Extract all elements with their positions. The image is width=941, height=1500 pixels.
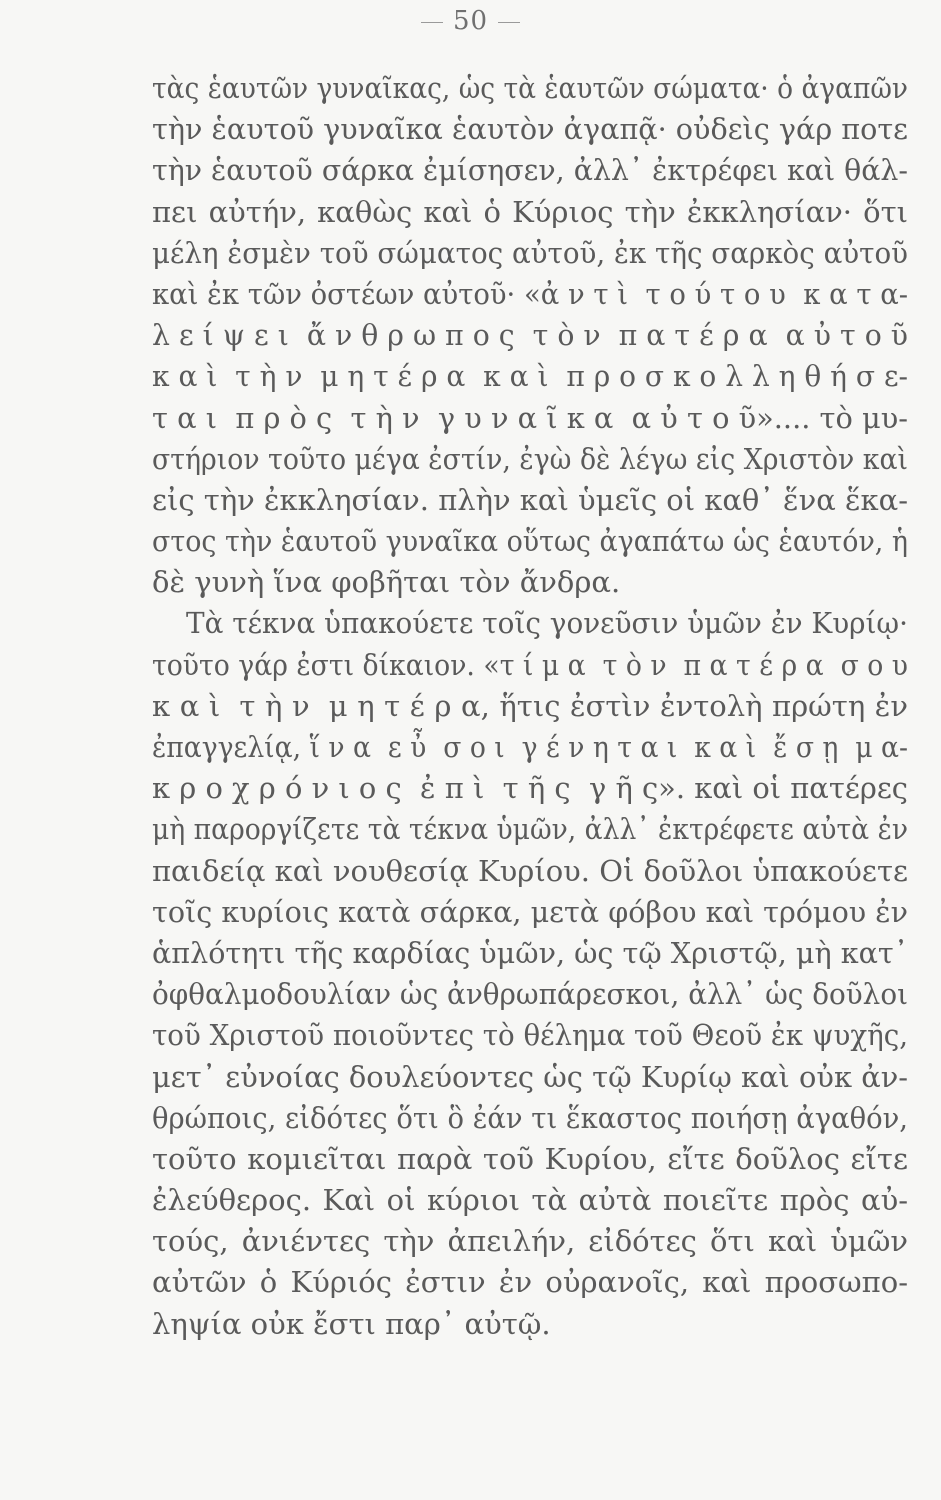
body-text [152,68,908,1345]
text-line [152,1057,908,1098]
text-line [152,562,908,603]
text-line [152,480,908,521]
text-line-content: τούς, ἀνιέντες τὴν ἀπειλήν, εἰδότες ὅτι καὶ ὑμῶν [152,1224,908,1259]
text-line-content: ἐλεύθερος. Καὶ οἱ κύριοι τὰ αὐτὰ ποιεῖτε πρὸς αὐ- [152,1183,908,1218]
text-line [152,398,908,439]
text-line-content: τὰς ἑαυτῶν γυναῖκας, ὡς τὰ ἑαυτῶν σώματα· ὁ ἀγαπῶν [152,71,908,105]
text-line [152,645,908,686]
text-line [152,727,908,768]
text-line [152,851,908,892]
text-line-content: Τὰ τέκνα ὑπακούετε τοῖς γονεῦσιν ὑμῶν ἐν Κυρίῳ· [186,606,908,641]
text-line-content: μέλη ἐσμὲν τοῦ σώματος αὐτοῦ, ἐκ τῆς σαρκὸς αὐτοῦ [152,235,908,270]
text-line [152,109,908,150]
text-line [152,68,908,109]
text-line [152,274,908,315]
text-line-content: κ α ὶ τ ὴ ν μ η τ έ ρ α κ α ὶ π ρ ο σ κ ο λ λ η θ ή σ ε- [152,359,908,394]
text-line [152,686,908,727]
page-number: 50 [452,6,489,36]
text-line-content: ὀφθαλμοδουλίαν ὡς ἀνθρωπάρεσκοι, ἀλλ᾽ ὡς δοῦλοι [152,977,908,1012]
text-line [152,150,908,191]
text-line-content: λ ε ί ψ ε ι ἄ ν θ ρ ω π ο ς τ ὸ ν π α τ έ ρ α α ὐ τ ο ῦ [152,318,908,353]
text-line [152,439,908,480]
text-line [152,315,908,356]
text-line-content: μετ᾽ εὐνοίας δουλεύοντες ὡς τῷ Κυρίῳ καὶ οὐκ ἀν- [152,1059,908,1094]
text-line [152,974,908,1015]
text-line-content: ληψία οὐκ ἔστι παρ᾽ αὐτῷ. [152,1306,551,1341]
text-line [152,1139,908,1180]
page-header [0,6,941,36]
text-line-content: δὲ γυνὴ ἵνα φοβῆται τὸν ἄνδρα. [152,565,621,600]
text-line [152,1221,908,1262]
text-line [152,1098,908,1139]
text-line-content: ἁπλότητι τῆς καρδίας ὑμῶν, ὡς τῷ Χριστῷ, μὴ κατ᾽ [152,935,908,970]
header-dash-left [421,22,443,23]
text-line-content: στήριον τοῦτο μέγα ἐστίν, ἐγὼ δὲ λέγω εἰς Χριστὸν καὶ [152,441,908,476]
text-line [152,1262,908,1303]
header-dash-right [498,22,520,23]
text-line-content: μὴ παροργίζετε τὰ τέκνα ὑμῶν, ἀλλ᾽ ἐκτρέφετε αὐτὰ ἐν [152,812,908,847]
text-line [152,1304,908,1345]
text-line [152,192,908,233]
text-line-content: πει αὐτήν, καθὼς καὶ ὁ Κύριος τὴν ἐκκλησίαν· ὅτι [152,194,908,229]
text-line [152,521,908,562]
text-line-content: τὴν ἑαυτοῦ γυναῖκα ἑαυτὸν ἀγαπᾷ· οὐδεὶς γάρ ποτε [152,112,908,147]
text-line-content: κ ρ ο χ ρ ό ν ι ο ς ἐ π ὶ τ ῆ ς γ ῆ ς». καὶ οἱ πατέρες [152,771,908,806]
text-line-content: κ α ὶ τ ὴ ν μ η τ έ ρ α, ἥτις ἐστὶν ἐντολὴ πρώτη ἐν [152,688,908,723]
text-line-content: τοῦ Χριστοῦ ποιοῦντες τὸ θέλημα τοῦ Θεοῦ ἐκ ψυχῆς, [152,1018,908,1053]
text-line [152,356,908,397]
text-line [152,1015,908,1056]
text-line-content: παιδείᾳ καὶ νουθεσίᾳ Κυρίου. Οἱ δοῦλοι ὑπακούετε [152,853,908,888]
text-line-content: καὶ ἐκ τῶν ὀστέων αὐτοῦ· «ἀ ν τ ὶ τ ο ύ τ ο υ κ α τ α- [152,276,908,311]
text-line [152,892,908,933]
text-line [152,1180,908,1221]
text-line-content: εἰς τὴν ἐκκλησίαν. πλὴν καὶ ὑμεῖς οἱ καθ᾽ ἕνα ἕκα- [152,482,908,517]
text-line-content: τοῖς κυρίοις κατὰ σάρκα, μετὰ φόβου καὶ τρόμου ἐν [152,894,908,929]
text-line-content: τ α ι π ρ ὸ ς τ ὴ ν γ υ ν α ῖ κ α α ὐ τ ο ῦ».... τὸ μυ- [152,400,908,435]
text-line-content: αὐτῶν ὁ Κύριός ἐστιν ἐν οὐρανοῖς, καὶ προσωπο- [152,1265,908,1300]
text-line-content: τοῦτο γάρ ἐστι δίκαιον. «τ ί μ α τ ὸ ν π α τ έ ρ α σ ο υ [152,647,908,682]
text-line [152,603,908,644]
text-line-content: θρώποις, εἰδότες ὅτι ὃ ἐάν τι ἕκαστος ποιήσῃ ἀγαθόν, [152,1100,908,1135]
text-line [152,233,908,274]
text-line-content: τοῦτο κομιεῖται παρὰ τοῦ Κυρίου, εἴτε δοῦλος εἴτε [152,1141,908,1176]
text-line-content: ἐπαγγελίᾳ, ἵ ν α ε ὖ σ ο ι γ έ ν η τ α ι κ α ὶ ἔ σ ῃ μ α- [152,730,908,764]
text-line-content: τὴν ἑαυτοῦ σάρκα ἐμίσησεν, ἀλλ᾽ ἐκτρέφει καὶ θάλ- [152,153,908,188]
text-line [152,933,908,974]
text-line [152,809,908,850]
text-line-content: στος τὴν ἑαυτοῦ γυναῖκα οὕτως ἀγαπάτω ὡς ἑαυτόν, ἡ [152,524,908,559]
text-line [152,768,908,809]
